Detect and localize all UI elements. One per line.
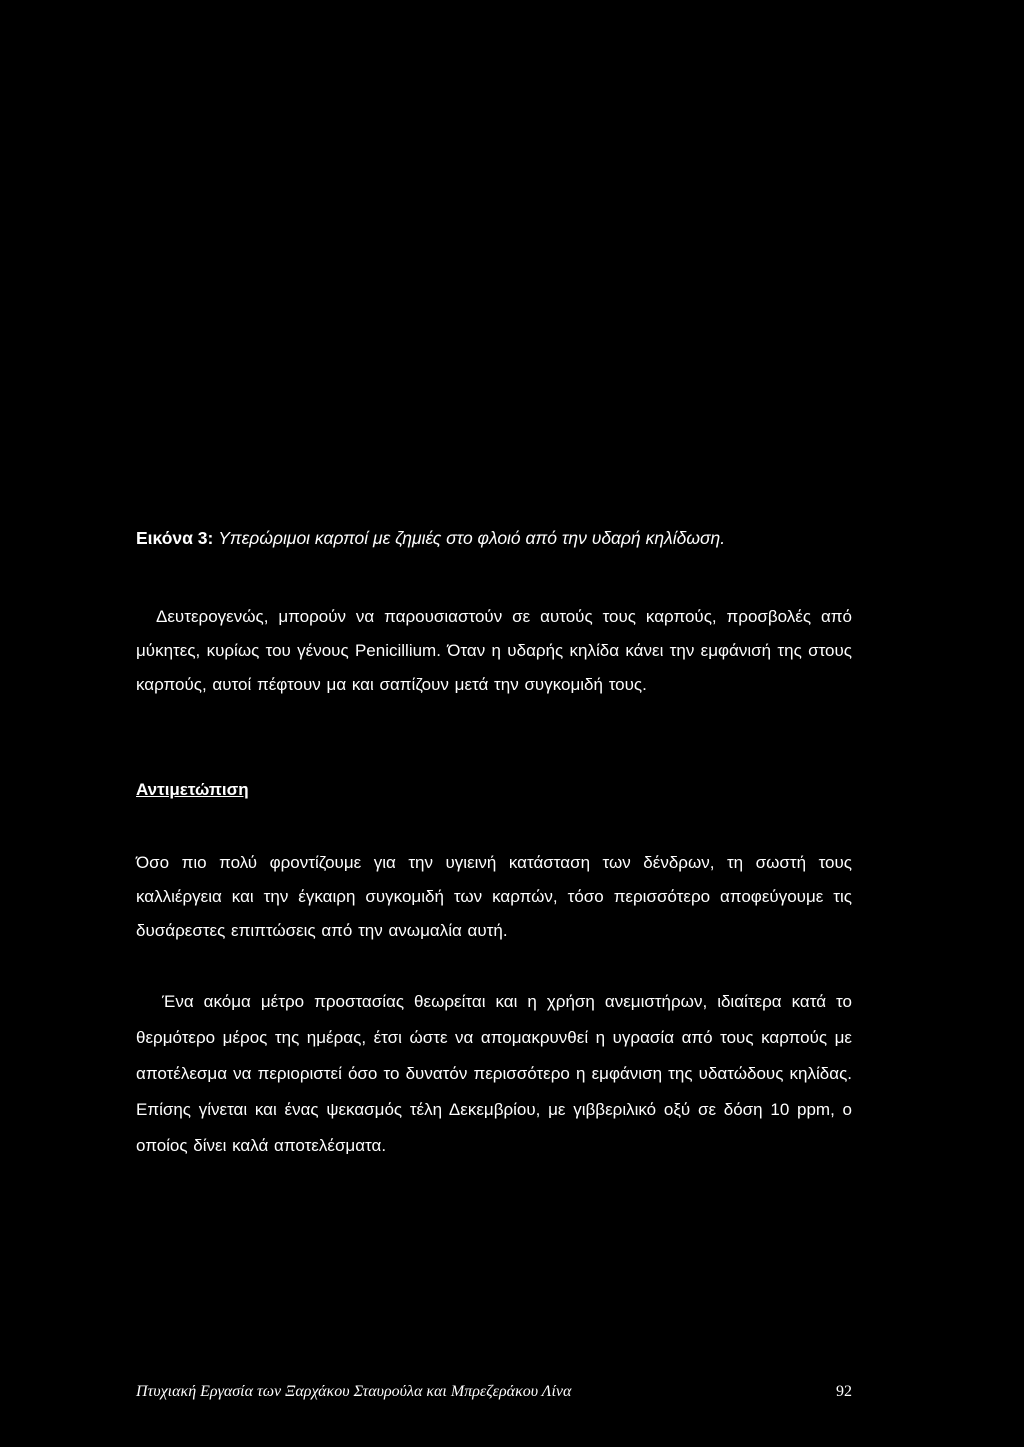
paragraph-secondary-infections: Δευτερογενώς, μπορούν να παρουσιαστούν σε αυτούς τους καρπούς, προσβολές από μύκητες, κυρίως του γένους Penicillium. Όταν η υδαρής κηλίδα κάνει την εμφάνισή της στους καρπούς, αυτοί πέφτουν μα και σαπίζουν μετά την συγκομιδή τους. [136,607,852,694]
paragraph-tree-care: Όσο πιο πολύ φροντίζουμε για την υγιεινή κατάσταση των δένδρων, τη σωστή τους καλλιέργεια και την έγκαιρη συγκομιδή των καρπών, τόσο περισσότερο αποφεύγουμε τις δυσάρεστες επιπτώσεις από την ανωμαλία αυτή. [136,853,852,940]
paragraph-protection-measures: Ένα ακόμα μέτρο προστασίας θεωρείται και η χρήση ανεμιστήρων, ιδιαίτερα κατά το θερμότερο μέρος της ημέρας, έτσι ώστε να απομακρυνθεί η υγρασία από τους καρπούς με αποτέλεσμα να περιοριστεί όσο το δυνατόν περισσότερο η εμφάνιση της υδατώδους κηλίδας. Επίσης γίνεται και ένας ψεκασμός τέλη Δεκεμβρίου, με γιββεριλικό οξύ σε δόση 10 ppm, ο οποίος δίνει καλά αποτελέσματα. [136,992,852,1155]
figure-caption [136,528,896,549]
footer-text: Πτυχιακή Εργασία των Ξαρχάκου Σταυρούλα και Μπρεζεράκου Λίνα [136,1383,572,1400]
section-heading-treatment: Αντιμετώπιση [136,780,249,799]
figure-image-area [0,0,1024,500]
caption-label: Εικόνα 3: [136,528,214,548]
page-footer [136,1383,852,1401]
page-number: 92 [836,1383,852,1400]
caption-text: Υπερώριμοι καρποί με ζημιές στο φλοιό από την υδαρή κηλίδωση. [218,528,726,548]
